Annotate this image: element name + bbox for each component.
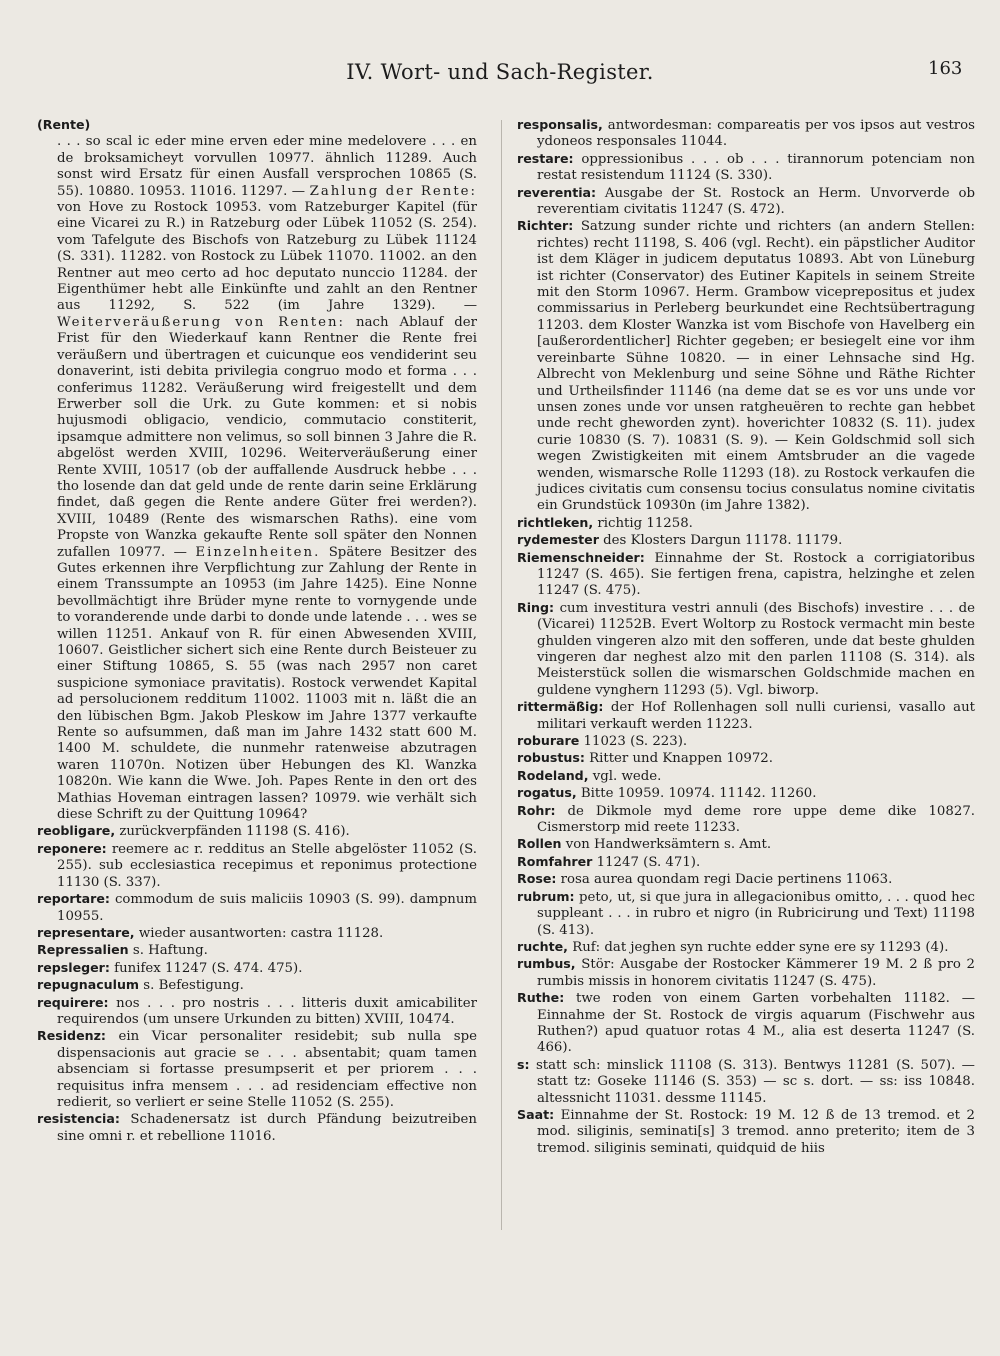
subheading: Zahlung der Rente:: [309, 183, 478, 199]
entry-term: (Rente): [37, 117, 91, 132]
register-entry: [517, 956, 975, 990]
entry-term: reponere:: [37, 840, 107, 856]
register-entry: [517, 854, 975, 871]
entry-text: cum investitura vestri annuli (des Bischofs) investire . . . de (Vicarei) 11252B. Evert Woltorp zu Rostock vermacht min beste ghulden vingeren alzo mit den sofferen, unde dat beste ghulden vingeren dar neghest alzo mit den parlen 11108 (S. 314). als Meisterstück sollen die wismarschen Goldschmide machen en guldene vynghern 11293 (5). Vgl. biworp.: [537, 600, 975, 698]
subheading: Weiterveräußerung von Renten:: [57, 314, 346, 330]
register-entry: [37, 942, 477, 959]
entry-text: oppressionibus . . . ob . . . tirannorum potenciam non restat resistendum 11124 (S. 330).: [537, 151, 975, 184]
entry-term: Romfahrer: [517, 853, 593, 869]
register-entry: [517, 889, 975, 939]
entry-text: reemere ac r. redditus an Stelle abgelöster 11052 (S. 255). sub ecclesiastica recepimus et reponimus protectione 11130 (S. 337).: [57, 841, 477, 890]
entry-term: Ring:: [517, 599, 555, 615]
entry-term: repugnaculum: [37, 977, 140, 993]
entry-term: richtleken,: [517, 514, 594, 530]
register-entry: [37, 995, 477, 1029]
register-entry: [517, 117, 975, 151]
page-title: IV. Wort- und Sach-Register.: [346, 60, 654, 84]
entry-text: rosa aurea quondam regi Dacie pertinens 11063.: [560, 872, 893, 888]
entry-text: s. Befestigung.: [143, 978, 244, 994]
register-entry: [517, 1107, 975, 1157]
entry-text: statt sch: minslick 11108 (S. 313). Bentwys 11281 (S. 507). — statt tz: Goseke 11146 (S. 353) — sc s. dort. — ss: iss 10848. altessnicht 11031. dessme 11145.: [535, 1057, 975, 1106]
register-entry: [517, 151, 975, 185]
entry-text: zurückverpfänden 11198 (S. 416).: [119, 824, 350, 840]
register-entry: [517, 803, 975, 837]
entry-text: nach Ablauf der Frist für den Wiederkauf kann Rentner die Rente frei veräußern und übertragen et cuicunque eos vendiderint seu donaverint, isti debita privilegia congruo modo et forma . . . conferimus 11282. Veräußerung wird freigestellt und dem Erwerber soll die Urk. zu Gute kommen: et si nobis hujusmodi obligacio, vendicio, commutacio constiterit, ipsamque admittere non velimus, so soll binnen 3 Jahre die R. abgelöst werden XVIII, 10296. Weiterveräußerung einer Rente XVIII, 10517 (ob der auffallende Ausdruck hebbe . . . tho losende dan dat geld unde de rente darin seine Erklärung findet, daß gegen die Rente andere Güter frei werden?). XVIII, 10489 (Rente des wismarschen Raths). eine vom Propste von Wanzka gekaufte Rente soll später den Nonnen zufallen 10977. —: [57, 314, 478, 560]
entry-text: Ruf: dat jeghen syn ruchte edder syne ere sy 11293 (4).: [572, 939, 949, 955]
entry-term: rumbus,: [517, 956, 576, 972]
entry-term: reverentia:: [517, 184, 597, 200]
register-entry: [517, 939, 975, 956]
entry-term: rydemester: [517, 532, 599, 548]
entry-text: de Dikmole myd deme rore uppe deme dike 10827. Cismerstorp mid reete 11233.: [537, 803, 976, 836]
entry-term: representare,: [37, 924, 135, 940]
entry-text: richtig 11258.: [597, 515, 693, 531]
entry-text: Schadenersatz ist durch Pfändung beizutreiben sine omni r. et rebellione 11016.: [57, 1112, 477, 1144]
entry-term: resistencia:: [37, 1111, 120, 1127]
entry-term: Residenz:: [37, 1028, 106, 1044]
register-entry: [517, 1057, 975, 1107]
register-entry: [517, 600, 975, 699]
register-entry: [517, 515, 975, 532]
entry-text: von Hove zu Rostock 10953. vom Ratzeburger Kapitel (für eine Vicarei zu R.) in Ratzeburg oder Lübek 11052 (S. 254). vom Tafelgute des Bischofs von Ratzeburg zu Lübek 11124 (S. 331). 11282. von Rostock zu Lübek 11070. 11002. an den Rentner aut meo certo ad hoc deputato nunccio 11284. der Eigenthümer hebt alle Einkünfte und zahlt an den Rentner aus 11292, S. 522 (im Jahre 1329). —: [57, 200, 477, 314]
register-entry: [517, 185, 975, 219]
register-entry: [517, 750, 975, 767]
page-number: 163: [928, 58, 963, 79]
left-column: [37, 117, 477, 1145]
entry-text: Bitte 10959. 10974. 11142. 11260.: [580, 786, 817, 802]
register-entry: [517, 699, 975, 733]
entry-text: peto, ut, si que jura in allegacionibus omitto, . . . quod hec suppleant . . . in rubro et nigro (in Rubricirung und Text) 11198 (S. 413).: [537, 889, 975, 938]
register-entry: [517, 768, 975, 785]
entry-text: twe roden von einem Garten vorbehalten 11182. — Einnahme der St. Rostock de virgis aquarum (Fischwehr aus Ruthen?) apud quatuor rotas 4 M., alia est deserta 11247 (S. 466).: [537, 991, 975, 1056]
register-entry: [37, 1111, 477, 1145]
entry-text: s. Haftung.: [132, 943, 208, 959]
register-entry: [517, 785, 975, 802]
entry-term: rogatus,: [517, 785, 577, 801]
subheading: Einzelnheiten.: [195, 544, 321, 560]
entry-text: commodum de suis maliciis 10903 (S. 99). dampnum 10955.: [57, 892, 477, 924]
entry-term: Rose:: [517, 871, 557, 887]
register-entry: [517, 990, 975, 1057]
entry-term: restare:: [517, 150, 574, 166]
entry-term: Riemenschneider:: [517, 549, 645, 565]
entry-text: . . . so scal ic eder mine erven eder mine medelovere . . . en de broksamicheyt vorvullen 10977. ähnlich 11289. Auch sonst wird Ersatz für einen Ausfall versprochen 10865 (S. 55). 10880. 10953. 11016. 11297. —: [57, 134, 477, 199]
entry-text: antwordesman: compareatis per vos ipsos aut vestros ydoneos responsales 11044.: [537, 118, 975, 150]
entry-term: ruchte,: [517, 938, 568, 954]
register-entry: [517, 550, 975, 600]
entry-term: requirere:: [37, 994, 109, 1010]
entry-term: Ruthe:: [517, 990, 565, 1006]
column-divider: [501, 120, 502, 1230]
entry-text: wieder ausantworten: castra 11128.: [138, 925, 384, 941]
entry-text: Ritter und Knappen 10972.: [589, 751, 773, 767]
register-entry: [517, 218, 975, 514]
entry-text: von Handwerksämtern s. Amt.: [565, 837, 772, 853]
entry-text: Einnahme der St. Rostock a corrigiatoribus 11247 (S. 465). Sie fertigen frena, capistra, helzinghe et zelen 11247 (S. 475).: [537, 550, 975, 599]
entry-text: Stör: Ausgabe der Rostocker Kämmerer 19 M. 2 ß pro 2 rumbis missis in honorem civitatis 11247 (S. 475).: [537, 957, 975, 989]
entry-term: robustus:: [517, 750, 585, 766]
entry-text: 11247 (S. 471).: [596, 854, 701, 870]
register-entry: [37, 925, 477, 942]
register-entry: [37, 823, 477, 840]
entry-text: nos . . . pro nostris . . . litteris duxit amicabiliter requirendos (um unsere Urkunden zu bitten) XVIII, 10474.: [57, 995, 477, 1027]
register-entry-rente: [37, 117, 477, 134]
entry-text: Spätere Besitzer des Gutes erkennen ihre Verpflichtung zur Zahlung der Rente in einem Transsumpte an 10953 (im Jahre 1425). Eine Nonne bevollmächtigt ihre Brüder myne rente to vornygende unde to voranderende unde darbi to donde unde latende . . . wes se willen 11251. Ankauf von R. für einen Abwesenden XVIII, 10607. Geistlicher sichert sich eine Rente durch Beisteuer zu einer Stiftung 10865, S. 55 (was nach 2957 non caret suspicione symoniace pravitatis). Rostock verwendet Kapital ad persolucionem redditum 11002. 11003 mit n. läßt die an den lübischen Bgm. Jakob Pleskow im Jahre 1377 verkaufte Rente so aufsummen, daß man im Jahre 1432 statt 600 M. 1400 M. schuldete, die nunmehr ratenweise abzutragen waren 11070n. Notizen über Hebungen des Kl. Wanzka 10820n. Wie kann die Wwe. Joh. Papes Rente in den ort des Mathias Hoveman eintragen lassen? 10979. wie verhält sich diese Schrift zu der Quittung 10964?: [57, 544, 477, 823]
entry-term: repsleger:: [37, 959, 110, 975]
register-entry: [37, 977, 477, 994]
entry-text: Ausgabe der St. Rostock an Herm. Unvorverde ob reverentiam civitatis 11247 (S. 472).: [537, 185, 975, 218]
entry-term: roburare: [517, 733, 580, 749]
register-entry: [37, 841, 477, 891]
right-column: [517, 117, 975, 1157]
entry-term: Richter:: [517, 218, 574, 234]
register-entry: [517, 532, 975, 549]
register-entry-rente-body: [37, 134, 477, 823]
entry-term: Rohr:: [517, 802, 556, 818]
entry-term: rubrum:: [517, 888, 575, 904]
register-entry: [37, 960, 477, 977]
register-entry: [517, 733, 975, 750]
entry-text: der Hof Rollenhagen soll nulli curiensi, vasallo aut militari verkauft werden 11223.: [537, 700, 975, 732]
entry-term: reobligare,: [37, 823, 116, 839]
entry-text: funifex 11247 (S. 474. 475).: [114, 960, 303, 976]
entry-text: Einnahme der St. Rostock: 19 M. 12 ß de 13 tremod. et 2 mod. siliginis, seminati[s] 3 tremod. anno preterito; item de 3 tremod. siliginis seminati, quidquid de hiis: [537, 1107, 975, 1156]
entry-term: s:: [517, 1056, 530, 1072]
register-entry: [517, 871, 975, 888]
entry-term: responsalis,: [517, 117, 603, 132]
entry-term: Saat:: [517, 1106, 555, 1122]
entry-term: Repressalien: [37, 942, 129, 958]
entry-term: reportare:: [37, 891, 110, 907]
entry-text: des Klosters Dargun 11178. 11179.: [603, 533, 843, 549]
entry-text: vgl. wede.: [592, 768, 662, 784]
register-entry: [517, 836, 975, 853]
entry-text: ein Vicar personaliter residebit; sub nulla spe dispensacionis aut gracie se . . . absentabit; quam tamen absenciam si fortasse presumpserit et per priorem . . . requisitus infra mensem . . . ad residenciam effective non redierit, so verliert er seine Stelle 11052 (S. 255).: [57, 1029, 477, 1110]
entry-term: rittermäßig:: [517, 699, 604, 715]
register-entry: [37, 1028, 477, 1111]
entry-text: Satzung sunder richte und richters (an andern Stellen: richtes) recht 11198, S. 406 (vgl. Recht). ein päpstlicher Auditor ist dem Kläger in judicem deputatus 10893. Abt von Lüneburg ist richter (Conservator) des Eutiner Kapitels in seinem Streite mit den Storm 10967. Herm. Grambow viceprepositus et judex commissarius in Perleberg beurkundet eine Rechtsübertragung 11203. dem Kloster Wanzka ist vom Bischofe von Havelberg ein [außerordentlicher] Richter gegeben; er besiegelt eine vor ihm vereinbarte Sühne 10820. — in einer Lehnsache sind Hg. Albrecht von Meklenburg und seine Söhne und Räthe Richter und Urtheilsfinder 11146 (na deme dat se es vor uns unde vor unsen zones unde vor unsen ratgheuëren to rechte gan hebbet unde recht gheworden zynt). hoverichter 10832 (S. 11). judex curie 10830 (S. 7). 10831 (S. 9). — Kein Goldschmid soll sich wegen Zwistigkeiten mit einem Amtsbruder an die vagede wenden, wismarsche Rolle 11293 (18). zu Rostock verkaufen die judices civitatis cum consensu tocius consulatus nomine civitatis ein Grundstück 10930n (im Jahre 1382).: [537, 219, 975, 514]
entry-term: Rollen: [517, 836, 562, 852]
register-entry: [37, 891, 477, 925]
entry-term: Rodeland,: [517, 767, 589, 783]
entry-text: 11023 (S. 223).: [583, 734, 688, 750]
